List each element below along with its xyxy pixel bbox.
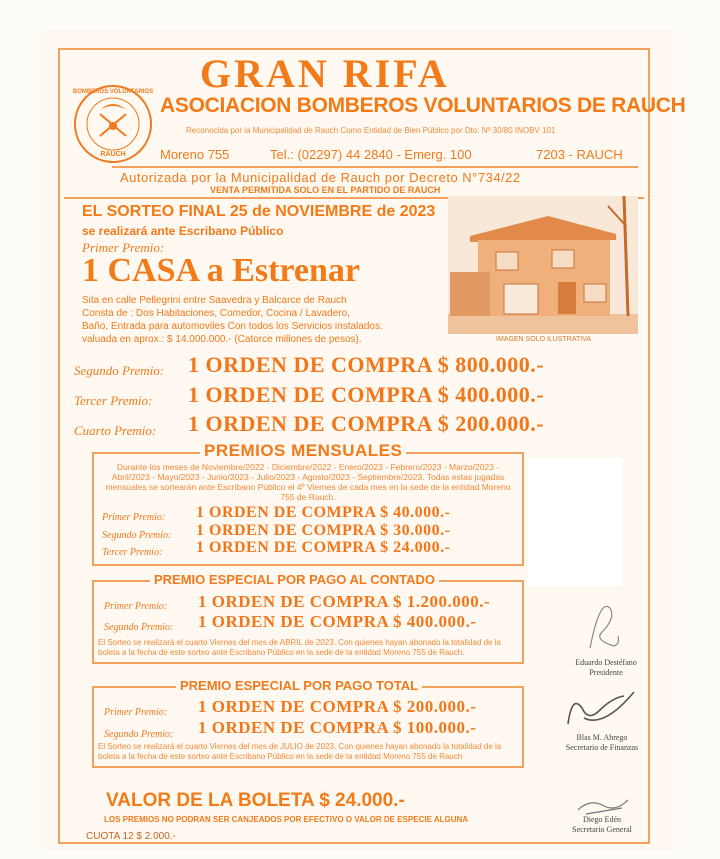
header-divider [112, 166, 638, 168]
cash-second-value: 1 ORDEN DE COMPRA $ 400.000.- [198, 612, 477, 631]
cash-first-value: 1 ORDEN DE COMPRA $ 1.200.000.- [198, 592, 491, 611]
phone: Tel.: (02297) 44 2840 - Emerg. 100 [270, 147, 472, 162]
signature-1-role: Presidente [589, 668, 623, 677]
organization-name: ASOCIACION BOMBEROS VOLUNTARIOS DE RAUCH [160, 94, 686, 117]
signature-2-role: Secretario de Finanzas [565, 743, 639, 752]
ticket-price: VALOR DE LA BOLETA $ 24.000.- [106, 790, 405, 811]
image-caption: IMAGEN SOLO ILUSTRATIVA [496, 336, 592, 343]
house-description-2: Consta de : Dos Habitaciones, Comedor, Cocina / Lavadero, [82, 308, 350, 319]
monthly-third-label: Tercer Premio: [102, 547, 163, 558]
cash-first-label: Primer Premio: [104, 601, 168, 612]
signature-2-caption [552, 733, 652, 753]
redacted-area [528, 458, 622, 586]
monthly-second-label: Segundo Premio: [102, 530, 172, 541]
signature-2-name: Blas M. Abrego [576, 733, 628, 742]
house-description-3: Baño, Entrada para automoviles Con todos los Servicios instalados. [82, 321, 383, 332]
second-prize-value: 1 ORDEN DE COMPRA $ 800.000.- [188, 352, 545, 377]
sale-note: VENTA PERMITIDA SOLO EN EL PARTIDO DE RAUCH [210, 185, 441, 195]
signature-1 [580, 588, 630, 652]
total-second-label: Segundo Premio: [104, 729, 174, 740]
fourth-prize-label: Cuarto Premio: [74, 423, 157, 438]
second-prize-label: Segundo Premio: [74, 363, 165, 378]
cash-note: El Sorteo se realizará el cuarto Viernes del mes de ABRIL de 2023. Con quienes hayan abonado la totalidad de la boleta a la fecha de este sorteo ante Escribano Público en la sede de la entidad Moreno 755 de Rauch. [98, 638, 501, 657]
first-prize-label: Primer Premio: [82, 240, 165, 255]
notary-note: se realizará ante Escribano Público [82, 224, 284, 238]
total-second-value: 1 ORDEN DE COMPRA $ 100.000.- [198, 718, 477, 737]
house-value: valuada en aprox.: $ 14.000.000.- (Catorce millones de pesos). [82, 334, 362, 345]
monthly-prizes-text: Durante los meses de Noviembre/2022 - Diciembre/2022 - Enero/2023 - Febrero/2023 - Marzo/2023 - Abril/2023 - Mayo/2023 - Junio/2023 - Julio/2023 - Agosto/2023 - Septiembre/2023. Todas estas jugadas mensuales se sortearán ante Escribano Público el 4º Viernes de cada mes en la sede de la entidad Moreno 755 de Rauch. [105, 462, 511, 502]
postal-code: 7203 - RAUCH [536, 147, 623, 162]
raffle-title: GRAN RIFA [200, 51, 450, 96]
svg-text:BOMBEROS VOLUNTARIOS: BOMBEROS VOLUNTARIOS [72, 89, 154, 95]
recognition-text: Reconocida por la Municipalidad de Rauch Como Entidad de Bien Público por Dto: Nº 30/80 INOBV 101 [186, 126, 556, 135]
total-first-value: 1 ORDEN DE COMPRA $ 200.000.- [198, 697, 477, 716]
house-image [448, 196, 638, 334]
monthly-third-value: 1 ORDEN DE COMPRA $ 24.000.- [196, 539, 451, 556]
cash-second-label: Segundo Premio: [104, 622, 174, 633]
monthly-prizes-title: PREMIOS MENSUALES [200, 441, 406, 461]
fire-department-logo [70, 84, 156, 164]
address: Moreno 755 [160, 147, 230, 162]
final-draw-date: EL SORTEO FINAL 25 de NOVIEMBRE de 2023 [82, 203, 436, 220]
third-prize-label: Tercer Premio: [74, 393, 153, 408]
no-exchange-note: LOS PREMIOS NO PODRAN SER CANJEADOS POR EFECTIVO O VALOR DE ESPECIE ALGUNA [104, 815, 469, 824]
signature-3-name: Diego Edén [583, 815, 621, 824]
total-first-label: Primer Premio: [104, 707, 168, 718]
total-prize-title: PREMIO ESPECIAL POR PAGO TOTAL [176, 678, 422, 693]
quota-note: CUOTA 12 $ 2.000.- [86, 831, 176, 842]
monthly-second-value: 1 ORDEN DE COMPRA $ 30.000.- [196, 522, 451, 539]
house-description-1: Sita en calle Pellegrini entre Saavedra y Balcarce de Rauch [82, 295, 347, 306]
signature-3 [576, 794, 630, 816]
signature-1-caption [556, 658, 656, 678]
first-prize-house: 1 CASA a Estrenar [82, 252, 360, 289]
signature-1-name: Eduardo Destéfano [575, 658, 637, 667]
authorization: Autorizada por la Municipalidad de Rauch por Decreto N°734/22 [120, 170, 521, 185]
cash-prize-title: PREMIO ESPECIAL POR PAGO AL CONTADO [150, 572, 439, 587]
monthly-first-value: 1 ORDEN DE COMPRA $ 40.000.- [196, 504, 451, 521]
monthly-first-label: Primer Premio: [102, 512, 166, 523]
svg-text:RAUCH: RAUCH [100, 151, 126, 158]
fourth-prize-value: 1 ORDEN DE COMPRA $ 200.000.- [188, 411, 545, 436]
third-prize-value: 1 ORDEN DE COMPRA $ 400.000.- [188, 382, 545, 407]
signature-2 [564, 688, 638, 732]
total-note: El Sorteo se realizará el cuarto Viernes del mes de JULIO de 2023. Con quienes hayan abonado la totalidad de la boleta a la fecha de este sorteo ante Escribano Público en la sede de la entidad Moreno 755 de Rauch [98, 742, 502, 761]
signature-3-role: Secretario General [572, 825, 632, 834]
signature-3-caption [552, 815, 652, 835]
